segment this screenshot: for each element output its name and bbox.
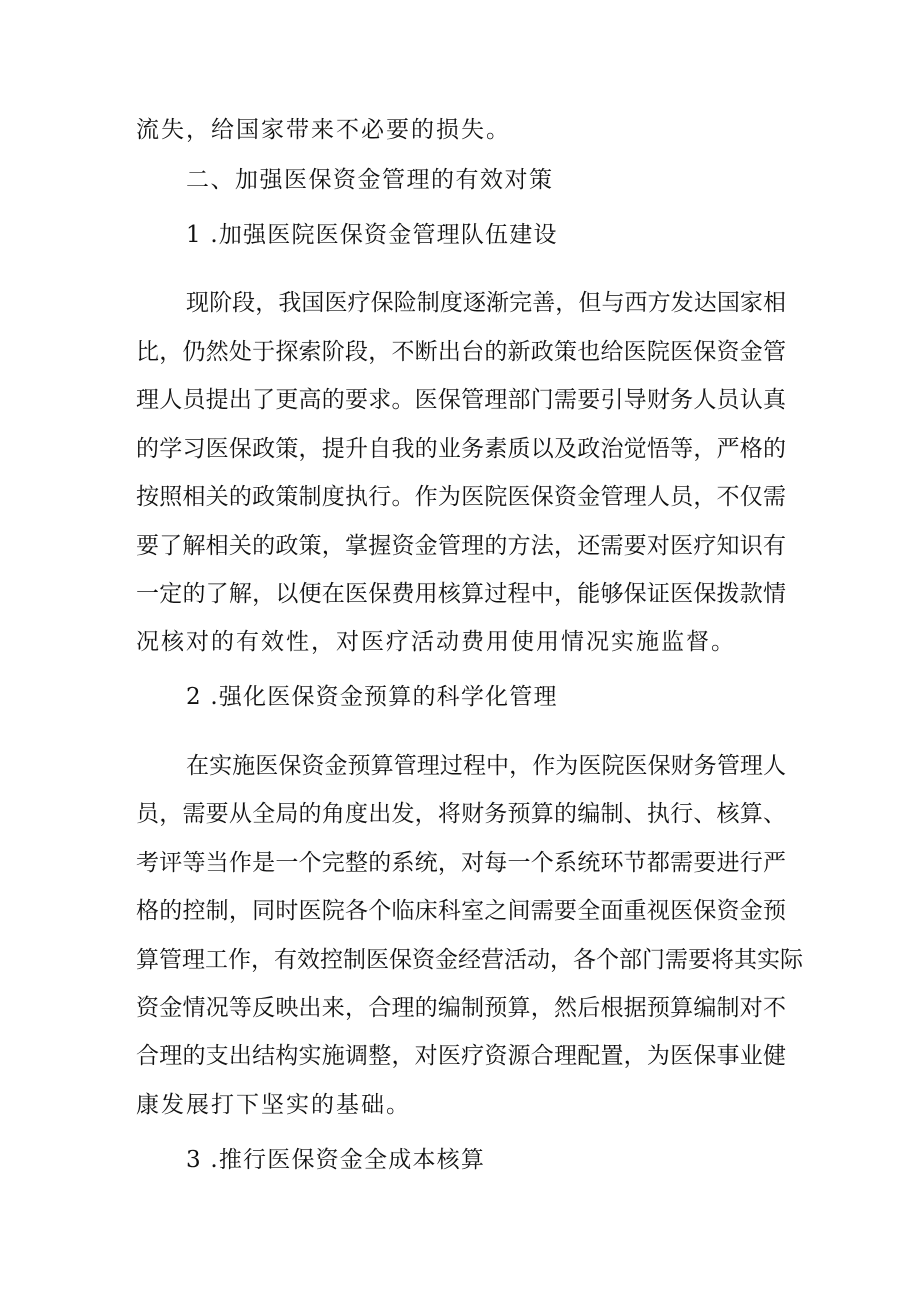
paragraph-line: 一定的了解，以便在医保费用核算过程中，能够保证医保拨款情 [136,581,786,607]
subsection-heading-2: 2 .强化医保资金预算的科学化管理 [186,684,558,710]
paragraph-line: 按照相关的政策制度执行。作为医院医保资金管理人员，不仅需 [136,484,786,510]
subsection-heading-1: 1 .加强医院医保资金管理队伍建设 [186,222,558,248]
paragraph-line: 的学习医保政策，提升自我的业务素质以及政治觉悟等，严格的 [136,436,786,462]
section-heading: 二、加强医保资金管理的有效对策 [186,167,554,193]
paragraph-line: 理人员提出了更高的要求。医保管理部门需要引导财务人员认真 [136,387,786,413]
subsection-heading-3: 3 .推行医保资金全成本核算 [186,1147,486,1173]
paragraph-line: 要了解相关的政策，掌握资金管理的方法，还需要对医疗知识有 [136,533,786,559]
paragraph-line: 算管理工作，有效控制医保资金经营活动，各个部门需要将其实际 [136,947,803,973]
paragraph-line: 康发展打下坚实的基础。 [136,1092,411,1118]
paragraph-line: 格的控制，同时医院各个临床科室之间需要全面重视医保资金预 [136,898,786,924]
paragraph-line: 况核对的有效性，对医疗活动费用使用情况实施监督。 [136,629,736,655]
paragraph-line: 比，仍然处于探索阶段，不断出台的新政策也给医院医保资金管 [136,339,786,365]
paragraph-line: 流失，给国家带来不必要的损失。 [136,117,511,143]
paragraph-line: 在实施医保资金预算管理过程中，作为医院医保财务管理人 [186,753,786,779]
paragraph-line: 员，需要从全局的角度出发，将财务预算的编制、执行、核算、 [136,801,786,827]
paragraph-line: 现阶段，我国医疗保险制度逐渐完善，但与西方发达国家相 [186,290,786,316]
paragraph-line: 资金情况等反映出来，合理的编制预算，然后根据预算编制对不 [136,995,786,1021]
paragraph-line: 考评等当作是一个完整的系统，对每一个系统环节都需要进行严 [136,850,786,876]
paragraph-line: 合理的支出结构实施调整，对医疗资源合理配置，为医保事业健 [136,1043,786,1069]
